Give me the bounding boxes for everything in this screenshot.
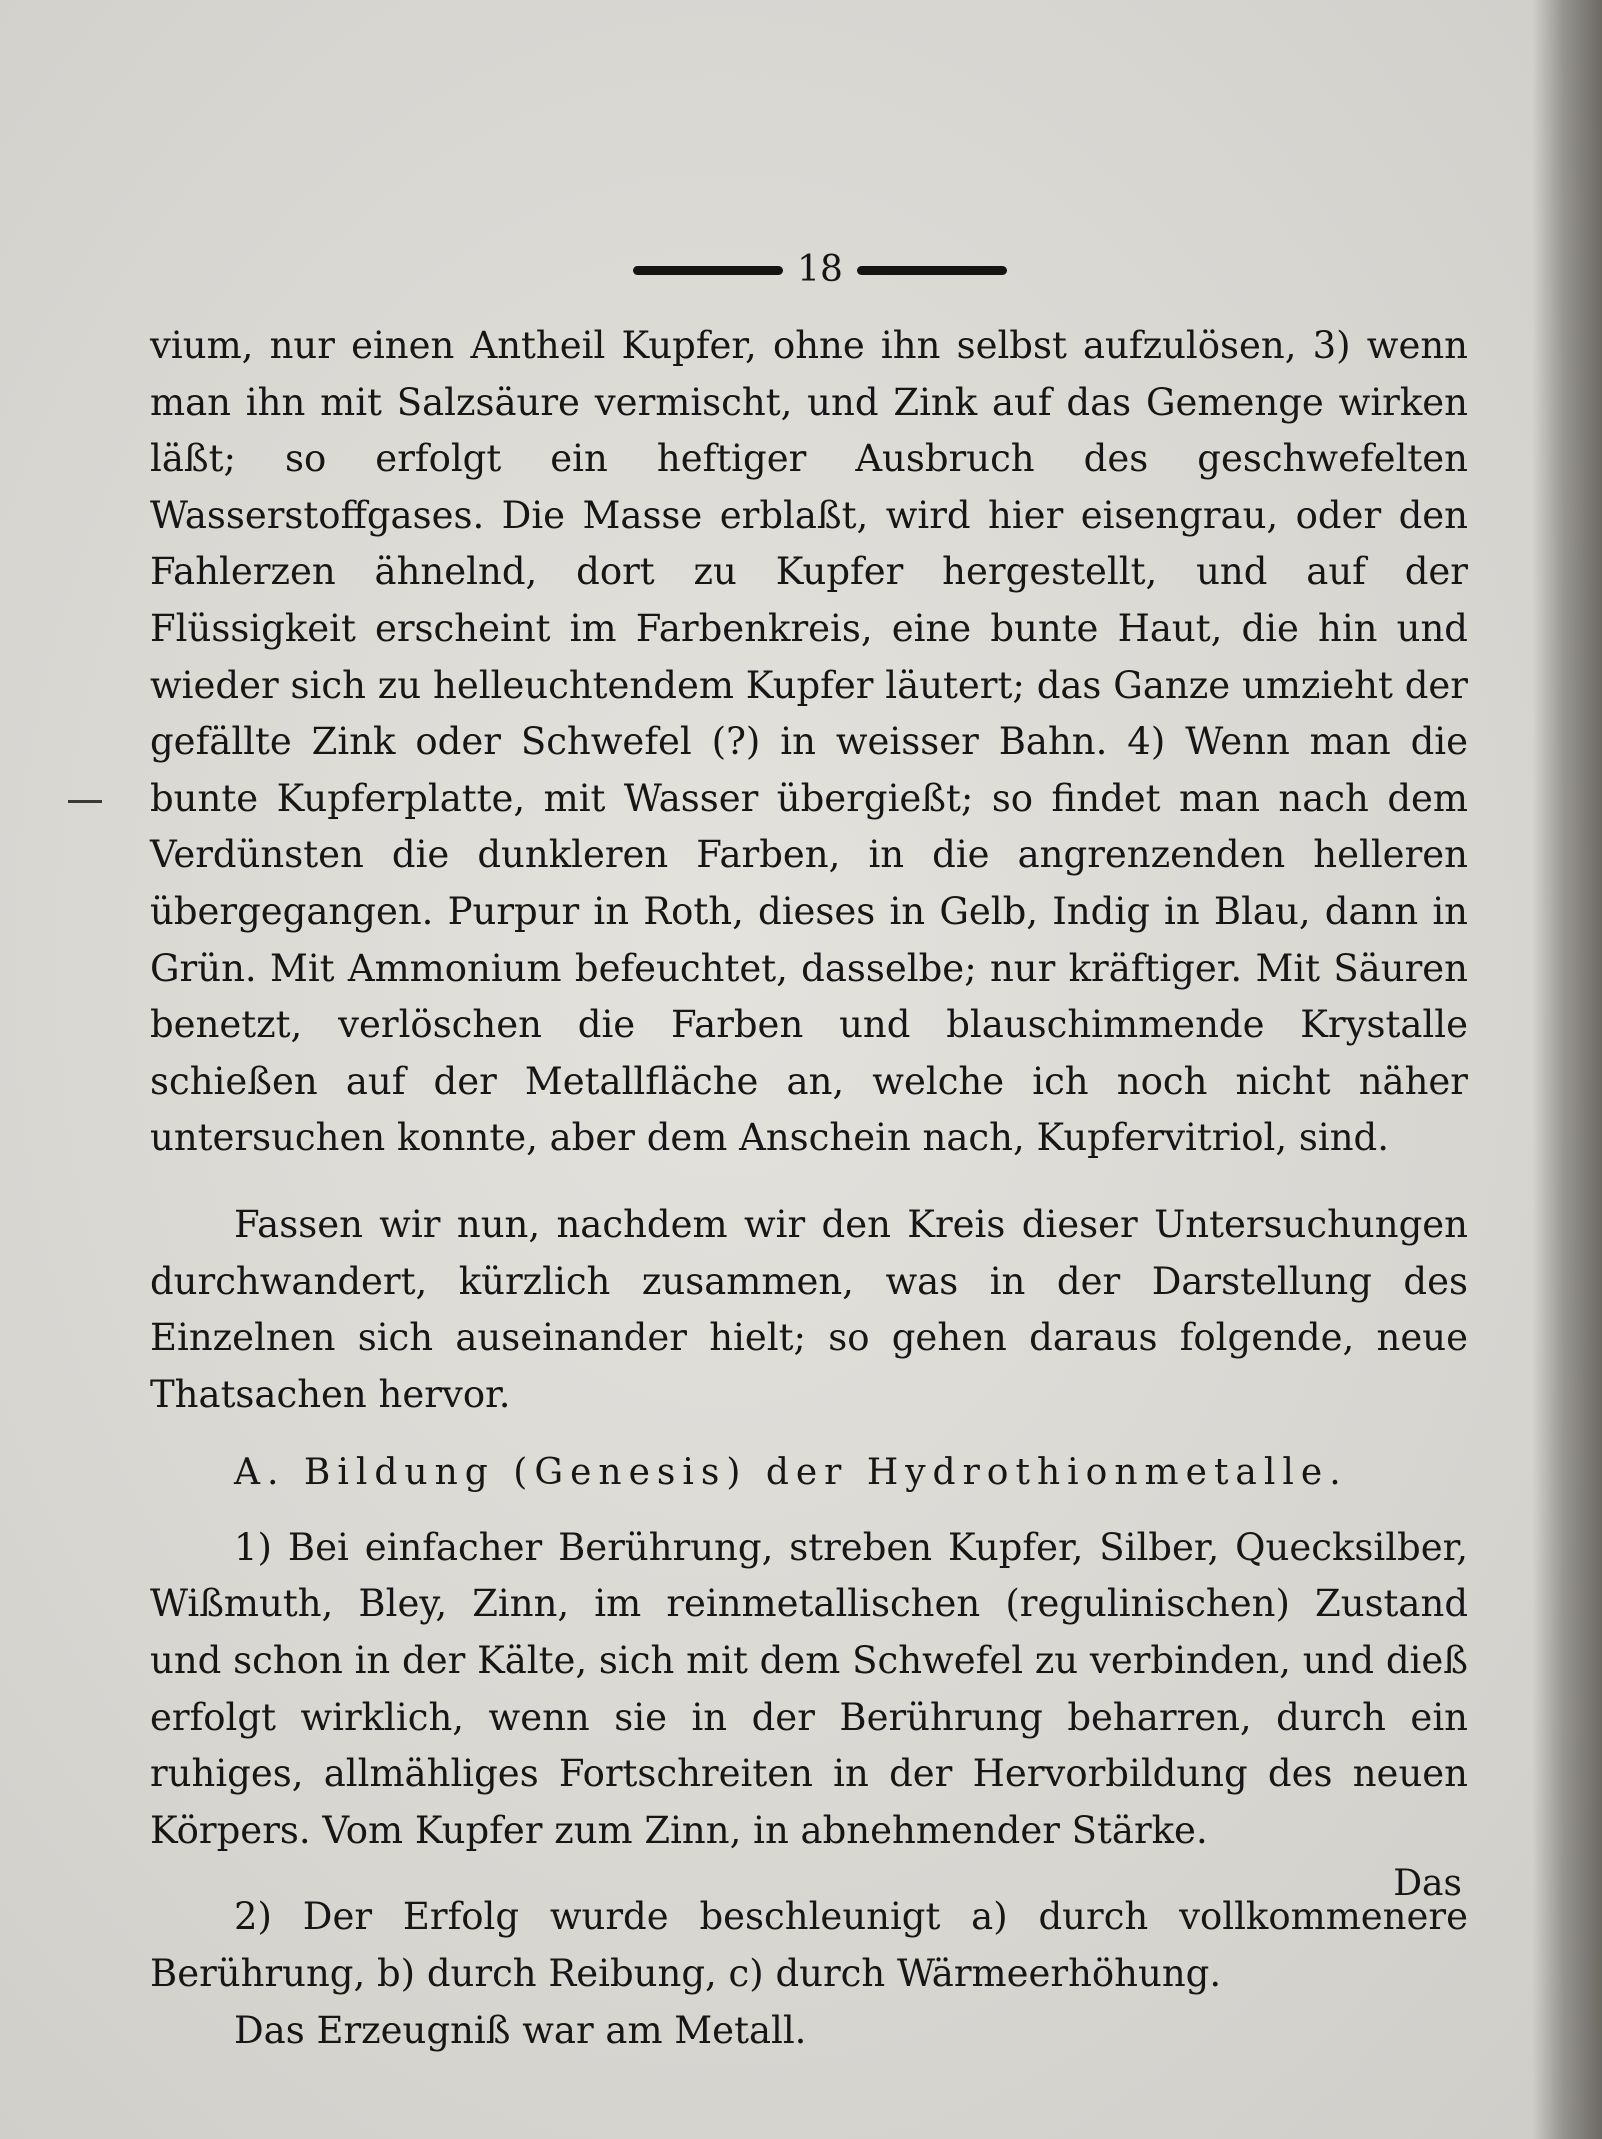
section-heading: A. Bildung (Genesis) der Hydrothionmetalle. [234, 1452, 1348, 1494]
paragraph-summary: Fassen wir nun, nachdem wir den Kreis dieser Untersuchungen durchwandert, kürzlich zusammen, was in der Darstellung des Einzelnen sich auseinander hielt; so gehen daraus folgende, neue Thatsachen hervor. [150, 1202, 1468, 1416]
paragraph-continued: vium, nur einen Antheil Kupfer, ohne ihn selbst aufzulösen, 3) wenn man ihn mit Salzsäure vermischt, und Zink auf das Gemenge wirken läßt; so erfolgt ein heftiger Ausbruch des geschwefelten Wasserstoffgases. Die Masse erblaßt, wird hier eisengrau, oder den Fahlerzen ähnelnd, dort zu Kupfer hergestellt, und auf der Flüssigkeit erscheint im Farbenkreis, eine bunte Haut, die hin und wieder sich zu helleuchtendem Kupfer läutert; das Ganze umzieht der gefällte Zink oder Schwefel (?) in weisser Bahn. 4) Wenn man die bunte Kupferplatte, mit Wasser übergießt; so findet man nach dem Verdünsten die dunkleren Farben, in die angrenzenden helleren übergegangen. Purpur in Roth, dieses in Gelb, Indig in Blau, dann in Grün. Mit Ammonium befeuchtet, dasselbe; nur kräftiger. Mit Säuren benetzt, verlöschen die Farben und blauschimmende Krystalle schießen auf der Metallfläche an, welche ich noch nicht näher untersuchen konnte, aber dem Anschein nach, Kupfervitriol, sind. [150, 324, 1468, 1160]
numbered-point-2: 2) Der Erfolg wurde beschleunigt a) durch vollkommenere Berührung, b) durch Reibung, c) durch Wärmeerhöhung. [150, 1895, 1468, 1996]
numbered-point-1: 1) Bei einfacher Berührung, streben Kupfer, Silber, Quecksilber, Wißmuth, Bley, Zinn, im reinmetallischen (regulinischen) Zustand und schon in der Kälte, sich mit dem Schwefel zu verbinden, und dieß erfolgt wirklich, wenn sie in der Berührung beharren, durch ein ruhiges, allmähliges Fortschreiten in der Hervorbildung des neuen Körpers. Vom Kupfer zum Zinn, in abnehmender Stärke. [150, 1525, 1468, 1852]
book-gutter-shadow [1532, 0, 1602, 2139]
header-ornament-right [857, 266, 1007, 275]
catchword: Das [1393, 1863, 1462, 1904]
page-header [580, 246, 1060, 294]
closing-line: Das Erzeugniß war am Metall. [234, 2008, 807, 2052]
body-text [150, 318, 1468, 2059]
margin-mark [68, 800, 102, 803]
header-ornament-left [633, 266, 783, 275]
page-number: 18 [797, 249, 843, 290]
